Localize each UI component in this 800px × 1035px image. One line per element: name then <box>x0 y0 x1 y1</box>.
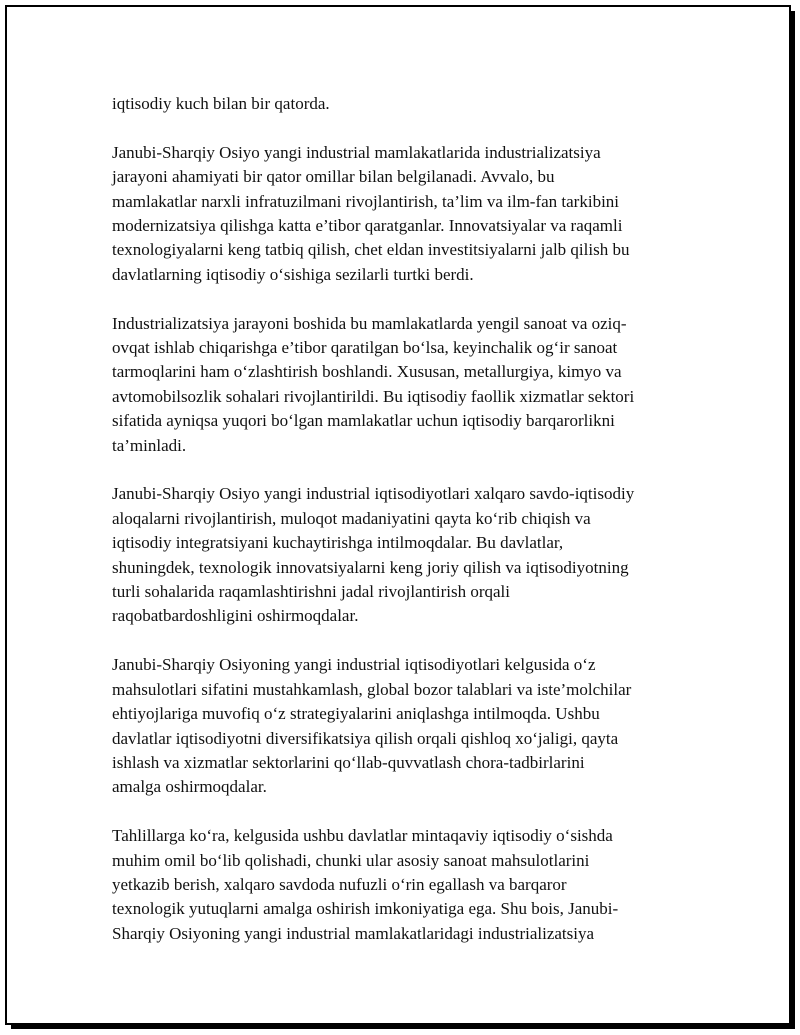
text-line: yetkazib berish, xalqaro savdoda nufuzli o‘rin egallash va barqaror <box>112 874 567 894</box>
text-line: mahsulotlari sifatini mustahkamlash, global bozor talablari va iste’molchilar <box>112 679 632 699</box>
text-line: ovqat ishlab chiqarishga e’tibor qaratilgan bo‘lsa, keyinchalik og‘ir sanoat <box>112 338 618 358</box>
text-line: Tahlillarga ko‘ra, kelgusida ushbu davlatlar mintaqaviy iqtisodiy o‘sishda <box>112 826 613 846</box>
text-line: ishlash va xizmatlar sektorlarini qo‘llab-quvvatlash chora-tadbirlarini <box>112 752 585 772</box>
text-line: shuningdek, texnologik innovatsiyalarni keng joriy qilish va iqtisodiyotning <box>112 557 629 577</box>
text-line: iqtisodiy integratsiyani kuchaytirishga intilmoqdalar. Bu davlatlar, <box>112 533 564 553</box>
text-line: muhim omil bo‘lib qolishadi, chunki ular asosiy sanoat mahsulotlarini <box>112 850 590 870</box>
text-line: turli sohalarida raqamlashtirishni jadal rivojlantirish orqali <box>112 582 510 602</box>
paragraph-5 <box>112 653 672 799</box>
text-line: davlatlar iqtisodiyotni diversifikatsiya qilish orqali qishloq xo‘jaligi, qayta <box>112 728 619 748</box>
text-line: sifatida ayniqsa yuqori bo‘lgan mamlakatlar uchun iqtisodiy barqarorlikni <box>112 411 615 431</box>
text-line: Janubi-Sharqiy Osiyo yangi industrial iqtisodiyotlari xalqaro savdo-iqtisodiy <box>112 484 635 504</box>
text-line: iqtisodiy kuch bilan bir qatorda. <box>112 94 330 113</box>
text-line: raqobatbardoshligini oshirmoqdalar. <box>112 606 359 626</box>
text-line: ta’minladi. <box>112 435 187 455</box>
text-line: texnologik yutuqlarni amalga oshirish imkoniyatiga ega. Shu bois, Janubi- <box>112 899 619 919</box>
text-line: jarayoni ahamiyati bir qator omillar bilan belgilanadi. Avvalo, bu <box>112 167 555 187</box>
text-line: davlatlarning iqtisodiy o‘sishiga sezilarli turtki berdi. <box>112 264 474 284</box>
paragraph-1 <box>112 92 672 116</box>
text-line: mamlakatlar narxli infratuzilmani rivojlantirish, ta’lim va ilm-fan tarkibini <box>112 191 620 211</box>
text-line: Industrializatsiya jarayoni boshida bu mamlakatlarda yengil sanoat va oziq- <box>112 313 627 333</box>
paragraph-4 <box>112 482 672 628</box>
text-line: Sharqiy Osiyoning yangi industrial mamlakatlaridagi industrializatsiya <box>112 923 595 943</box>
text-line: aloqalarni rivojlantirish, muloqot madaniyatini qayta ko‘rib chiqish va <box>112 508 591 528</box>
text-line: Janubi-Sharqiy Osiyo yangi industrial mamlakatlarida industrializatsiya <box>112 142 601 162</box>
paragraph-2 <box>112 141 672 287</box>
text-line: texnologiyalarni keng tatbiq qilish, chet eldan investitsiyalarni jalb qilish bu <box>112 240 630 260</box>
text-line: ehtiyojlariga muvofiq o‘z strategiyalarini aniqlashga intilmoqda. Ushbu <box>112 704 600 724</box>
text-line: amalga oshirmoqdalar. <box>112 777 267 797</box>
text-line: Janubi-Sharqiy Osiyoning yangi industrial iqtisodiyotlari kelgusida o‘z <box>112 655 596 675</box>
paragraph-3 <box>112 312 672 458</box>
text-line: tarmoqlarini ham o‘zlashtirish boshlandi. Xususan, metallurgiya, kimyo va <box>112 362 622 382</box>
text-line: modernizatsiya qilishga katta e’tibor qaratganlar. Innovatsiyalar va raqamli <box>112 216 623 236</box>
text-line: avtomobilsozlik sohalari rivojlantirildi. Bu iqtisodiy faollik xizmatlar sektori <box>112 386 635 406</box>
paragraph-6 <box>112 824 672 946</box>
document-body <box>112 92 672 971</box>
